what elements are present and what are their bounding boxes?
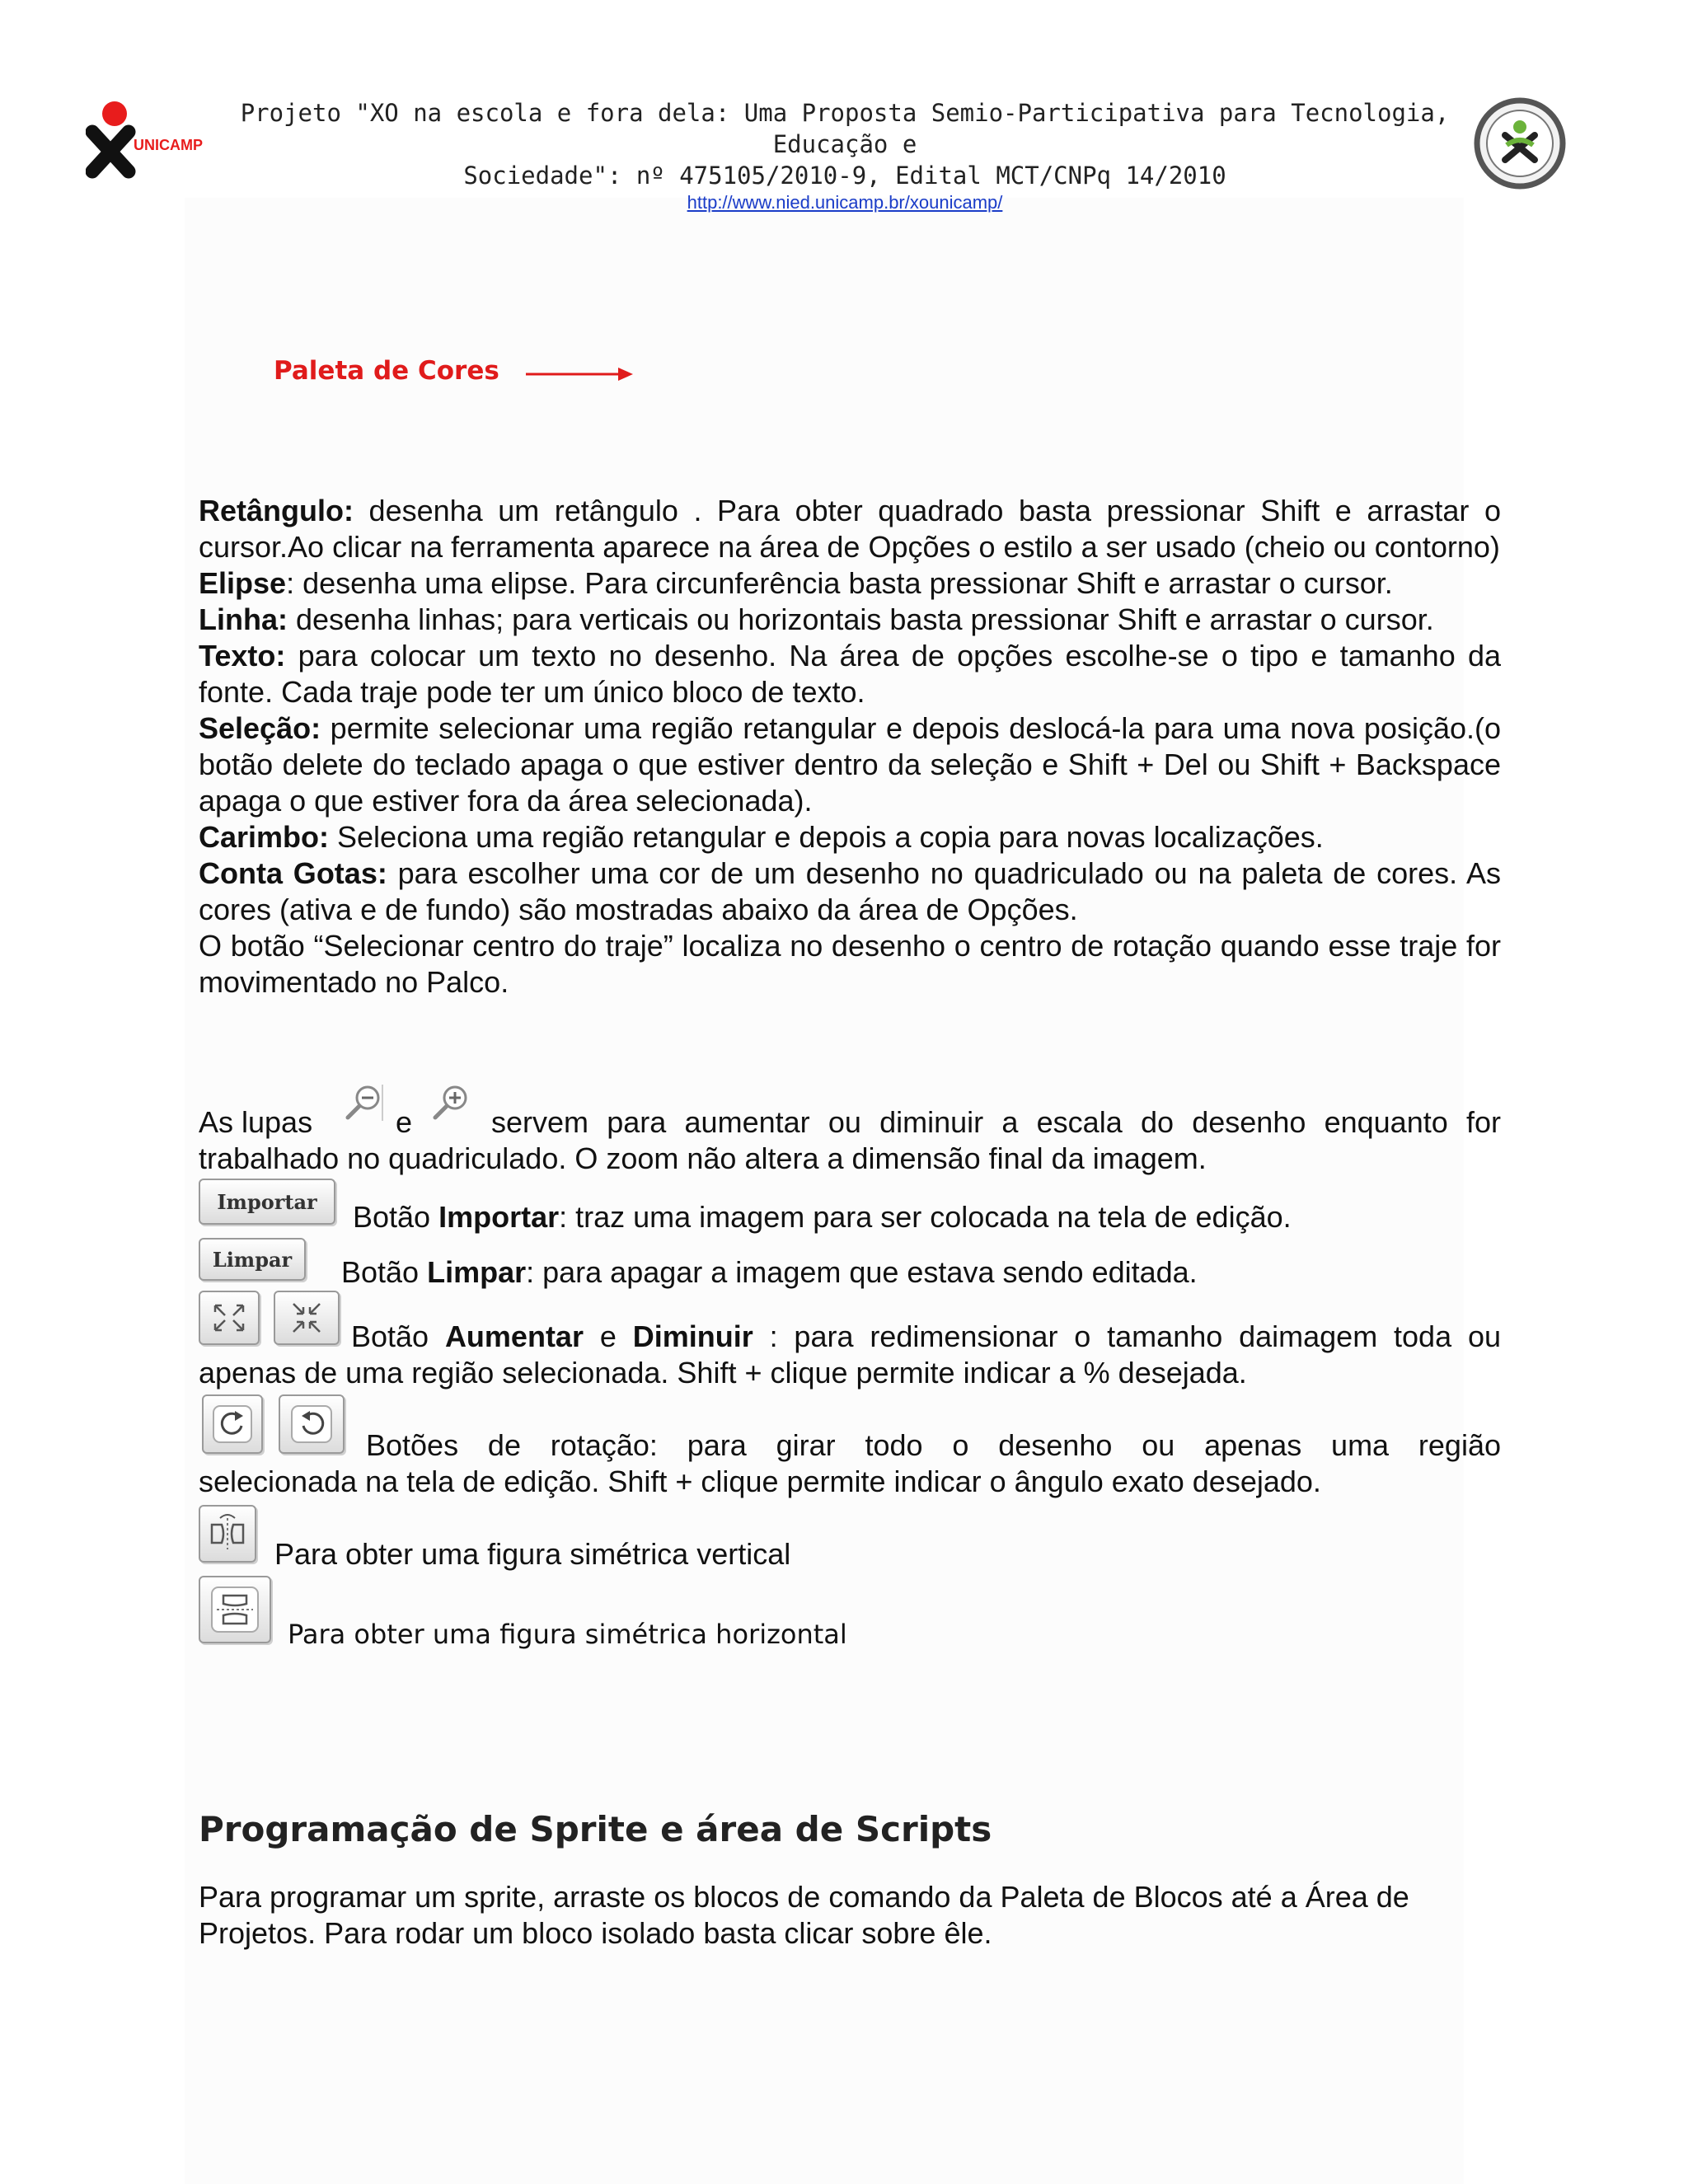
- def-selecao: [199, 710, 1501, 819]
- lupas-line-2: trabalhado no quadriculado. O zoom não altera a dimensão final da imagem.: [199, 1141, 1207, 1175]
- header-line-2: Sociedade": nº 475105/2010-9, Edital MCT/CNPq 14/2010: [463, 162, 1226, 190]
- limpar-button[interactable]: Limpar: [199, 1238, 306, 1281]
- aumentar-post: : para redimensionar o tamanho daimagem toda ou: [753, 1319, 1501, 1353]
- section-paragraph: Para programar um sprite, arraste os blocos de comando da Paleta de Blocos até a Área de Projetos. Para rodar um bloco isolado basta clicar sobre êle.: [199, 1880, 1409, 1950]
- text-linha: desenha linhas; para verticais ou horizontais basta pressionar Shift e arrastar o cursor.: [287, 602, 1434, 636]
- term-elipse: Elipse: [199, 566, 287, 600]
- shrink-button[interactable]: [274, 1291, 340, 1345]
- diminuir-bold: Diminuir: [632, 1319, 753, 1353]
- def-conta-gotas: [199, 855, 1501, 928]
- logo-text: UNICAMP: [134, 137, 203, 153]
- simetrica-vertical-text: Para obter uma figura simétrica vertical: [274, 1537, 791, 1571]
- section-title: Programação de Sprite e área de Scripts: [199, 1809, 992, 1849]
- arrow-right-icon: [526, 366, 635, 382]
- project-header: [223, 97, 1467, 214]
- term-retangulo: Retângulo:: [199, 494, 354, 527]
- lupas-start: As lupas: [199, 1105, 313, 1139]
- flip-horizontal-icon: [200, 1507, 255, 1561]
- text-texto: para colocar um texto no desenho. Na área de opções escolhe-se o tipo e tamanho da fonte. Cada traje pode ter um único bloco de texto.: [199, 639, 1501, 709]
- xo-unicamp-logo: [86, 99, 209, 181]
- zoom-out-icon[interactable]: [343, 1083, 386, 1124]
- aumentar-pre: Botão: [351, 1319, 445, 1353]
- def-elipse: [199, 565, 1501, 602]
- rotate-cw-button[interactable]: [279, 1394, 345, 1454]
- section-text: [199, 1879, 1468, 1952]
- rotate-ccw-icon: [204, 1396, 261, 1452]
- limpar-pre: Botão: [341, 1255, 428, 1289]
- def-linha: [199, 602, 1501, 638]
- text-retangulo: desenha um retângulo . Para obter quadrado basta pressionar Shift e arrastar o cursor.Ao clicar na ferramenta aparece na área de Opções o estilo a ser usado (cheio ou contorno): [199, 494, 1501, 564]
- limpar-bold: Limpar: [427, 1255, 527, 1289]
- rotate-ccw-button[interactable]: [202, 1394, 263, 1454]
- text-elipse: : desenha uma elipse. Para circunferência basta pressionar Shift e arrastar o cursor.: [286, 566, 1393, 600]
- term-texto: Texto:: [199, 639, 286, 673]
- aumentar-line-2: apenas de uma região selecionada. Shift + clique permite indicar a % desejada.: [199, 1356, 1247, 1390]
- flip-horizontal-button[interactable]: [199, 1505, 256, 1563]
- def-carimbo: [199, 819, 1501, 855]
- term-carimbo: Carimbo:: [199, 820, 330, 854]
- xo-circle-logo: [1474, 97, 1566, 190]
- tool-definitions: [199, 493, 1501, 1001]
- zoom-in-icon[interactable]: [430, 1083, 473, 1124]
- importar-description: [353, 1199, 1292, 1235]
- header-line-1: Projeto "XO na escola e fora dela: Uma Proposta Semio-Participativa para Tecnologia, Educação e: [240, 99, 1450, 158]
- aumentar-mid: e: [583, 1319, 633, 1353]
- term-selecao: Seleção:: [199, 711, 321, 745]
- flip-vertical-button[interactable]: [199, 1576, 271, 1643]
- term-conta-gotas: Conta Gotas:: [199, 856, 387, 890]
- simetrica-horizontal-text: Para obter uma figura simétrica horizontal: [288, 1619, 847, 1650]
- lupas-mid: e: [396, 1105, 413, 1139]
- def-centro: O botão “Selecionar centro do traje” localiza no desenho o centro de rotação quando esse traje for movimentado no Palco.: [199, 929, 1501, 999]
- rotacao-line-2: selecionada na tela de edição. Shift + clique permite indicar o ângulo exato desejado.: [199, 1465, 1321, 1498]
- importar-button[interactable]: Importar: [199, 1179, 335, 1225]
- text-carimbo: Seleciona uma região retangular e depois a copia para novas localizações.: [329, 820, 1324, 854]
- def-texto: [199, 638, 1501, 710]
- limpar-post: : para apagar a imagem que estava sendo editada.: [526, 1255, 1198, 1289]
- text-conta-gotas: para escolher uma cor de um desenho no quadriculado ou na paleta de cores. As cores (ativa e de fundo) são mostradas abaixo da área de Opções.: [199, 856, 1501, 926]
- project-url-link[interactable]: http://www.nied.unicamp.br/xounicamp/: [687, 192, 1003, 213]
- expand-button[interactable]: [199, 1291, 260, 1345]
- importar-post: : traz uma imagem para ser colocada na tela de edição.: [559, 1200, 1292, 1234]
- aumentar-bold: Aumentar: [444, 1319, 584, 1353]
- def-retangulo: [199, 493, 1501, 565]
- text-selecao: permite selecionar uma região retangular e depois deslocá-la para uma nova posição.(o botão delete do teclado apaga o que estiver dentro da seleção e Shift + Del ou Shift + Backspace apaga o que estiver fora da área selecionada).: [199, 711, 1501, 818]
- term-linha: Linha:: [199, 602, 288, 636]
- flip-vertical-icon: [200, 1577, 270, 1642]
- limpar-description: [341, 1254, 1198, 1291]
- rotate-cw-icon: [280, 1396, 343, 1452]
- expand-icon: [200, 1292, 258, 1343]
- importar-bold: Importar: [438, 1200, 560, 1234]
- aumentar-description: [351, 1319, 1501, 1355]
- paleta-label: Paleta de Cores: [274, 356, 499, 386]
- shrink-icon: [275, 1292, 338, 1343]
- lupas-end: servem para aumentar ou diminuir a escala do desenho enquanto for: [491, 1105, 1501, 1139]
- importar-pre: Botão: [353, 1200, 439, 1234]
- rotacao-line-1: Botões de rotação: para girar todo o desenho ou apenas uma região: [366, 1428, 1501, 1462]
